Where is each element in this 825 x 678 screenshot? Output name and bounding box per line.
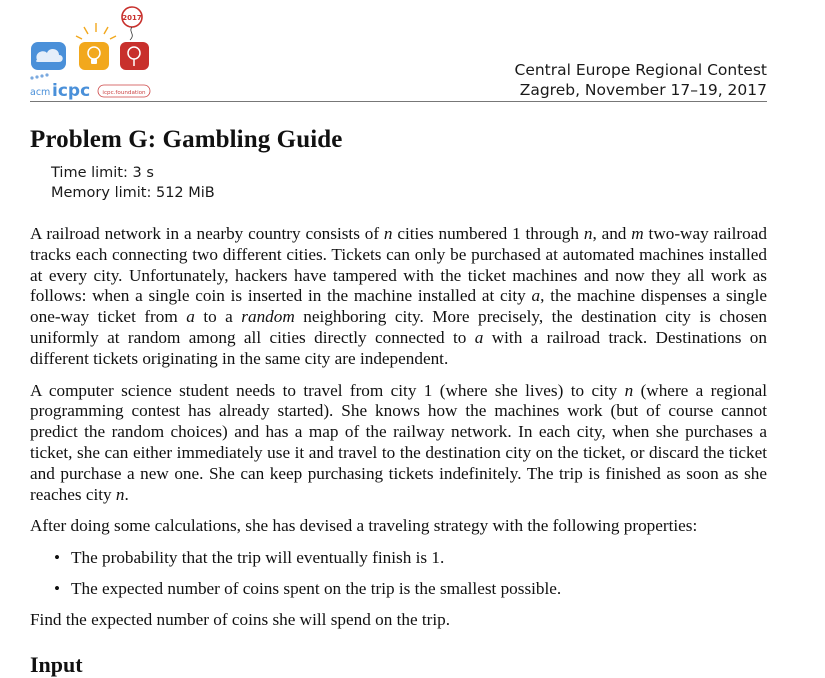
problem-limits — [51, 163, 215, 203]
acm-wordmark: acm — [30, 87, 51, 98]
paragraph-network: A railroad network in a nearby country consists of n cities numbered 1 through n, and m two-way railroad tracks each connecting two different cities. Tickets can only be purchased at automated machines installed at every city. Unfortunately, hackers have tampered with the ticket machines and now they all work as follows: when a single coin is inserted in the machine installed at city a, the machine dispenses a single one-way ticket from a to a random neighboring city. More precisely, the destination city is chosen uniformly at random among all cities directly connected to a with a railroad track. Destinations on different tickets originating in the same city are independent. — [30, 224, 768, 368]
contest-info — [515, 60, 768, 100]
foundation-label: icpc.foundation — [102, 90, 146, 96]
problem-statement — [30, 224, 767, 642]
paragraph-task: Find the expected number of coins she will spend on the trip. — [30, 609, 451, 629]
list-item: • The probability that the trip will eventually finish is 1. — [30, 548, 767, 569]
list-item: • The expected number of coins spent on the trip is the smallest possible. — [30, 579, 767, 600]
acm-icpc-logo — [28, 6, 168, 102]
input-section-heading: Input — [30, 652, 83, 677]
time-limit: Time limit: 3 s — [51, 165, 154, 181]
problem-title: Problem G: Gambling Guide — [30, 126, 343, 153]
header-divider — [30, 101, 767, 102]
memory-limit: Memory limit: 512 MiB — [51, 185, 215, 201]
icpc-wordmark: icpc — [52, 81, 91, 101]
paragraph-student: A computer science student needs to travel from city 1 (where she lives) to city n (where a regional programming contest has already started). She knows how the machines work (but of course cannot predict the random choices) and has a map of the railway network. In each city, when she purchases a ticket, she can either immediately use it and travel to the destination city on the ticket, or discard the ticket and purchase a new one. She can keep purchasing tickets indefinitely. The trip is finished as soon as she reaches city n. — [30, 380, 767, 504]
contest-location: Zagreb, November 17–19, 2017 — [519, 81, 767, 99]
lightbulb-block-icon — [79, 42, 109, 70]
paragraph-strategy: After doing some calculations, she has devised a traveling strategy with the following properties: — [30, 516, 698, 536]
logo-year: 2017 — [122, 14, 142, 22]
properties-list — [30, 548, 767, 600]
contest-name: Central Europe Regional Contest — [514, 61, 767, 79]
